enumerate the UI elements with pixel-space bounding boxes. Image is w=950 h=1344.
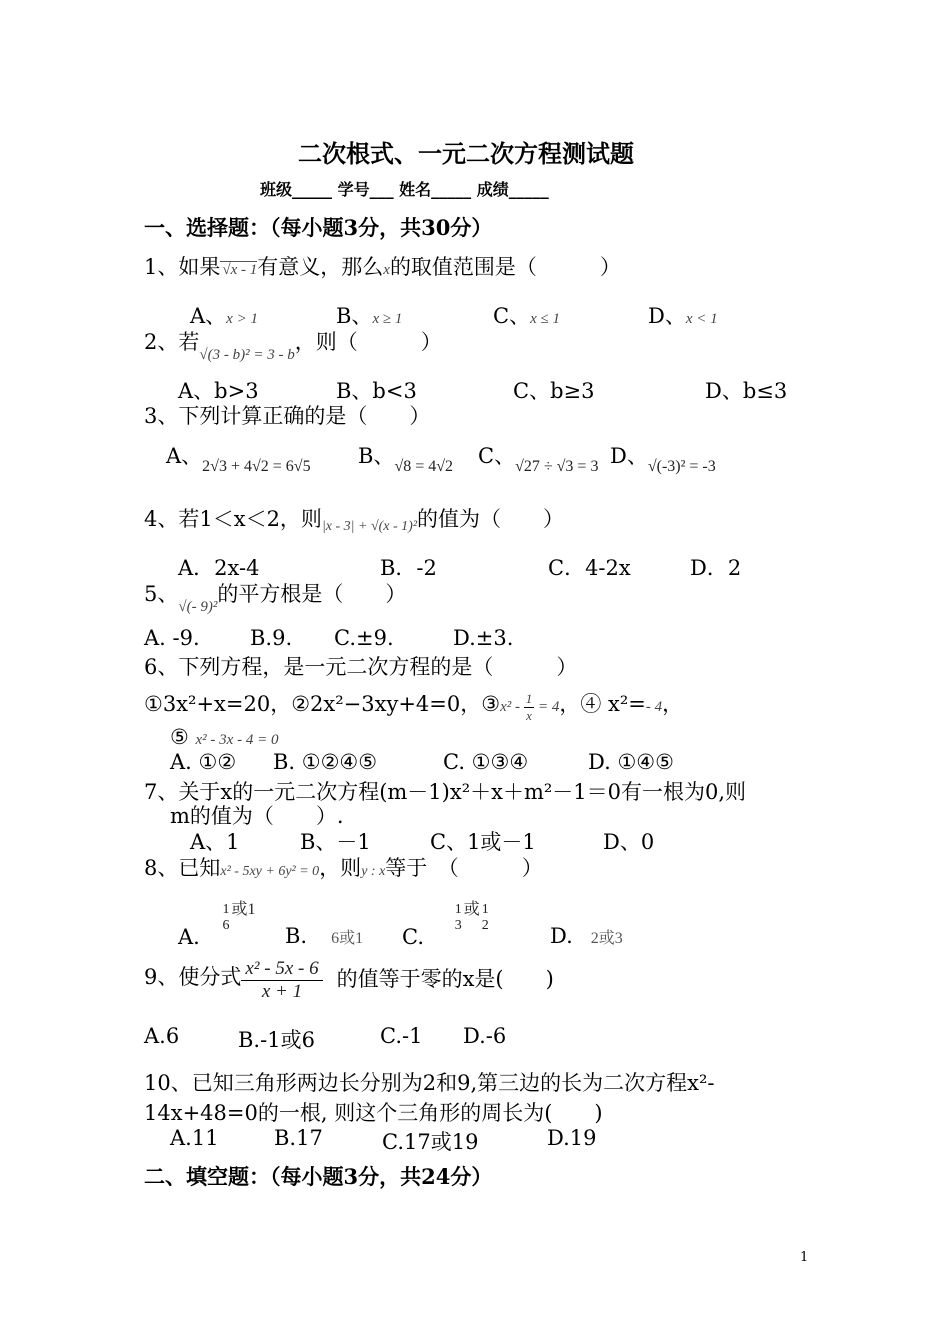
question-4: 4、若1＜x＜2，则|x - 3| + √(x - 1)²的值为（ ）: [144, 507, 565, 534]
question-7-line2: m的值为（ ）.: [170, 804, 344, 828]
question-9: 9、使分式 $\frac{\text{x² - 5x - 6}}{x + 1}$ 的值等于零的x是( ): [144, 958, 554, 1002]
q1-option-c: C、x ≤ 1: [493, 304, 560, 328]
q4-option-b: B．-2: [380, 556, 437, 580]
q5-option-d: D.±3.: [453, 626, 514, 650]
q1-radicand: √x - 1: [222, 262, 258, 278]
q2-option-d: D、b≤3: [705, 379, 788, 403]
q8-option-b: B. 6或1: [285, 924, 364, 948]
q1-text-a: 1、如果: [144, 255, 221, 279]
q8-option-d: D. 2或3: [550, 924, 623, 948]
q7-option-a: A、1: [190, 830, 240, 854]
q5-option-b: B.9.: [250, 626, 293, 650]
q1-text-c: 的取值范围是（ ）: [389, 255, 621, 279]
q3-option-d: D、$_{√(-3)^2 = -3}$: [610, 444, 716, 475]
question-1: [144, 251, 621, 281]
q1-option-a: A、x > 1: [190, 304, 258, 328]
q5-option-c: C.±9.: [334, 626, 394, 650]
page-title: 二次根式、一元二次方程测试题: [298, 139, 634, 168]
section-fill-heading: 二、填空题：（每小题3分，共24分）: [144, 1164, 493, 1189]
q1-option-d: D、x < 1: [648, 304, 718, 328]
q2-option-c: C、b≥3: [513, 379, 595, 403]
question-7: 7、关于x的一元二次方程(m－1)x²＋x＋m²－1＝0有一根为0,则: [144, 780, 747, 804]
q6-option-d: D. ①④⑤: [588, 750, 674, 774]
q8-option-a: A. 1 6 或1: [178, 900, 256, 949]
q2-option-a: A、b>3: [178, 379, 259, 403]
q1-text-b: 有意义，那么: [257, 255, 384, 279]
question-10-line2: 14x+48=0的一根, 则这个三角形的周长为( ): [144, 1101, 603, 1125]
q3-option-b: B、$_{√8 = 4√2}$: [358, 444, 454, 475]
q7-option-c: C、1或－1: [430, 830, 536, 854]
question-3: 3、下列计算正确的是（ ）: [144, 404, 431, 428]
q7-option-b: B、－1: [300, 830, 371, 854]
q6-equation-5: ⑤ x² - 3x - 4 = 0: [170, 725, 279, 749]
q4-option-c: C．4-2x: [548, 556, 631, 580]
q6-option-c: C. ①③④: [443, 750, 529, 774]
question-5: 5、$_{√(- 9)^2}$的平方根是（ ）: [144, 582, 407, 615]
q10-option-b: B.17: [274, 1126, 323, 1150]
q4-option-a: A．2x-4: [178, 556, 260, 580]
q6-option-b: B. ①②④⑤: [273, 750, 378, 774]
q1-var: x: [383, 262, 390, 278]
question-6: 6、下列方程，是一元二次方程的是（ ）: [144, 655, 578, 679]
q6-option-a: A. ①②: [170, 750, 237, 774]
student-info-line: 班级_____ 学号___ 姓名_____ 成绩_____: [260, 180, 549, 199]
q3-option-c: C、$_{√27 \div √3 = 3}$: [478, 444, 599, 475]
page-number: 1: [800, 1250, 809, 1265]
q2-option-b: B、b<3: [336, 379, 417, 403]
q5-option-a: A. -9.: [144, 626, 200, 650]
q9-option-a: A.6: [144, 1024, 180, 1048]
section-choice-heading: 一、选择题：（每小题3分，共30分）: [144, 215, 493, 240]
q10-option-c: C.17或19: [382, 1130, 479, 1154]
q4-option-d: D．2: [690, 556, 742, 580]
q9-option-d: D.-6: [463, 1024, 507, 1048]
question-8: 8、已知x² - 5xy + 6y² = 0，则y : x等于 （ ）: [144, 856, 543, 880]
q10-option-d: D.19: [547, 1126, 597, 1150]
q9-option-b: B.-1或6: [238, 1028, 315, 1052]
question-2: 2、若$_{√(3 - b)^2 = 3 - b}$，则（ ）: [144, 330, 442, 363]
question-10: 10、已知三角形两边长分别为2和9,第三边的长为二次方程x²-: [144, 1071, 715, 1095]
q7-option-d: D、0: [603, 830, 655, 854]
q1-option-b: B、x ≥ 1: [336, 304, 403, 328]
q6-equations-line: ①3x²+x=20，②2x²−3xy+4=0，③x² - $\frac{1}{x}$ = 4，④ x²=- 4，: [144, 691, 684, 724]
q3-option-a: A、$_{2√3 + 4√2 = 6√5}$: [166, 444, 311, 475]
q9-option-c: C.-1: [380, 1024, 423, 1048]
q8-option-c: C. 1 3 或 1 2: [402, 900, 489, 949]
q10-option-a: A.11: [170, 1126, 219, 1150]
